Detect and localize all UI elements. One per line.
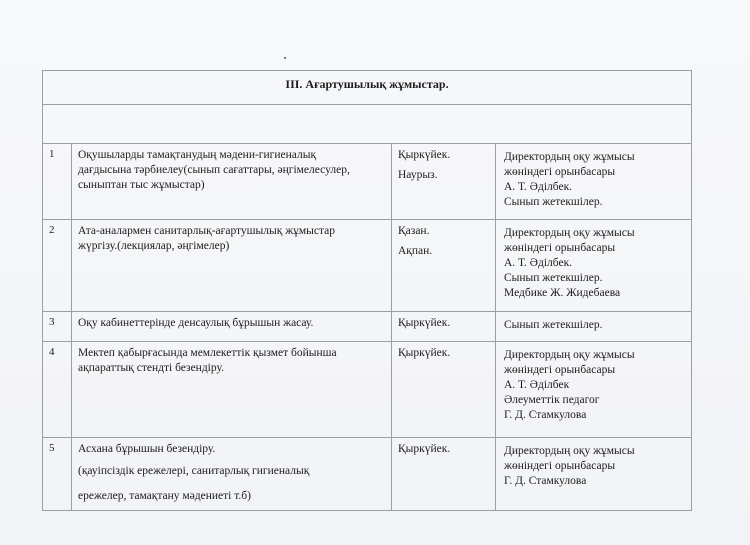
section-title: III. Ағартушылық жұмыстар. — [285, 77, 449, 91]
responsible-line: А. Т. Әділбек. — [504, 257, 573, 269]
activity-note-line: ережелер, тамақтану мәдениеті т.б) — [78, 490, 251, 502]
responsible-line: Медбике Ж. Жидебаева — [504, 287, 621, 299]
scan-speck — [284, 57, 286, 59]
responsible-line: жөніндегі орынбасары — [504, 364, 616, 376]
timing-month: Қыркүйек. — [398, 149, 451, 161]
activity-cell — [72, 144, 392, 220]
row-number: 2 — [43, 220, 72, 312]
activity-cell — [72, 220, 392, 312]
activity-line: жүргізу.(лекциялар, әңгімелер) — [78, 240, 230, 252]
responsible-line: А. Т. Әділбек. — [504, 181, 573, 193]
timing-cell — [392, 144, 496, 220]
row-number: 3 — [43, 312, 72, 342]
timing-month: Наурыз. — [398, 169, 438, 181]
row-number: 1 — [43, 144, 72, 220]
activity-line: сыныптан тыс жұмыстар) — [78, 179, 205, 191]
responsible-line: жөніндегі орынбасары — [504, 166, 616, 178]
spacer-cell — [43, 105, 692, 144]
timing-cell — [392, 312, 496, 342]
responsible-line: Директордың оқу жұмысы — [504, 151, 635, 163]
activity-line: Оқушыларды тамақтанудың мәдени-гигиеналық — [78, 149, 317, 161]
timing-month: Қыркүйек. — [398, 347, 451, 359]
timing-month: Ақпан. — [398, 245, 433, 257]
responsible-line: Сынып жетекшілер. — [504, 196, 603, 208]
responsible-line: Әлеуметтік педагог — [504, 394, 600, 406]
section-title-row — [43, 71, 692, 105]
activity-note-line: (қауіпсіздік ережелері, санитарлық гигиеналық — [78, 465, 310, 477]
responsible-cell — [496, 220, 692, 312]
responsible-line: жөніндегі орынбасары — [504, 460, 616, 472]
activity-line: дағдысына тәрбиелеу(сынып сағаттары, әңгімелесулер, — [78, 164, 350, 176]
table-row — [43, 144, 692, 220]
responsible-line: жөніндегі орынбасары — [504, 242, 616, 254]
table-row — [43, 220, 692, 312]
row-number: 5 — [43, 438, 72, 511]
timing-cell — [392, 342, 496, 438]
activity-cell — [72, 438, 392, 511]
timing-month: Қыркүйек. — [398, 317, 451, 329]
activity-cell — [72, 312, 392, 342]
responsible-line: Сынып жетекшілер. — [504, 319, 603, 331]
activity-line: Асхана бұрышын безендіру. — [78, 443, 216, 455]
activity-line: Ата-аналармен санитарлық-ағартушылық жұмыстар — [78, 225, 336, 237]
spacer-row — [43, 105, 692, 144]
timing-cell — [392, 438, 496, 511]
table-row — [43, 312, 692, 342]
activity-line: ақпараттық стендті безендіру. — [78, 362, 224, 374]
responsible-line: А. Т. Әділбек — [504, 379, 570, 391]
responsible-cell — [496, 312, 692, 342]
timing-month: Қыркүйек. — [398, 443, 451, 455]
timing-cell — [392, 220, 496, 312]
responsible-cell — [496, 342, 692, 438]
section-title-cell — [43, 71, 692, 105]
table-row — [43, 342, 692, 438]
activity-cell — [72, 342, 392, 438]
responsible-line: Сынып жетекшілер. — [504, 272, 603, 284]
timing-month: Қазан. — [398, 225, 430, 237]
responsible-line: Директордың оқу жұмысы — [504, 227, 635, 239]
activity-line: Мектеп қабырғасында мемлекеттік қызмет бойынша — [78, 347, 337, 359]
responsible-line: Г. Д. Стамкулова — [504, 475, 587, 487]
responsible-cell — [496, 144, 692, 220]
responsible-line: Г. Д. Стамкулова — [504, 409, 587, 421]
activity-line: Оқу кабинеттерінде денсаулық бұрышын жасау. — [78, 317, 314, 329]
table-row — [43, 438, 692, 511]
responsible-line: Директордың оқу жұмысы — [504, 349, 635, 361]
responsible-line: Директордың оқу жұмысы — [504, 445, 635, 457]
responsible-cell — [496, 438, 692, 511]
row-number: 4 — [43, 342, 72, 438]
activities-table — [42, 70, 692, 511]
